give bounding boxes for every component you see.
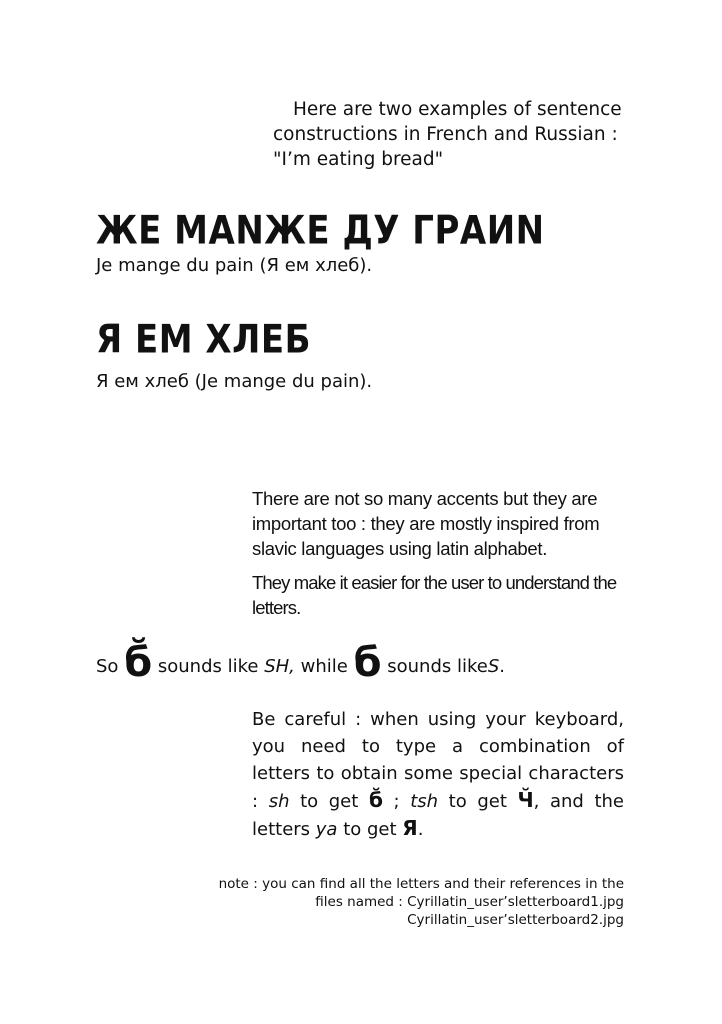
while-word: while	[300, 656, 348, 677]
s-sound-label: S	[487, 656, 500, 677]
sounds-like-text-2: sounds like	[387, 656, 488, 677]
letters-paragraph: They make it easier for the user to understand the letters.	[252, 572, 617, 618]
keyboard-note-semicolon: ;	[393, 791, 400, 812]
keyboard-note-text-3: to get	[448, 791, 507, 812]
tsh-combination: tsh	[410, 791, 439, 812]
ya-special-glyph: Я	[402, 816, 418, 840]
sound-explanation	[96, 640, 505, 686]
keyboard-note-text-5: to get	[343, 819, 397, 840]
french-example-display: ЖЕ МАNЖЕ ДУ ГРАИN	[96, 208, 545, 254]
footnote-line-1: note : you can find all the letters and their references in the	[218, 876, 624, 892]
intro-line-2: constructions in French and Russian :	[273, 124, 618, 145]
keyboard-note-text-1: Be careful : when using your keyboard, you need to type a combination of letters to obtain some special characters :	[252, 709, 624, 812]
intro-paragraph	[273, 97, 625, 172]
sounds-like-text-1: sounds like	[157, 656, 259, 677]
footnote	[164, 875, 624, 929]
intro-line-1: Here are two examples of sentence	[293, 99, 622, 120]
keyboard-note-text-2: to get	[300, 791, 359, 812]
sh-sound-label: SH,	[264, 656, 295, 677]
ya-combination: ya	[315, 819, 338, 840]
intro-line-3: "I’m eating bread"	[273, 149, 444, 170]
keyboard-note-text-4: , and the letters	[252, 791, 624, 840]
sh-special-glyph: б̆	[368, 788, 383, 812]
so-word: So	[96, 656, 119, 677]
sh-glyph: б̆	[124, 640, 153, 686]
french-example-caption: Je mange du pain (Я ем хлеб).	[96, 255, 373, 276]
sound-end-period: .	[499, 656, 505, 677]
footnote-line-2: files named : Cyrillatin_user’sletterboard1.jpg	[315, 894, 624, 910]
russian-example-caption: Я ем хлеб (Je mange du pain).	[96, 371, 373, 392]
s-glyph: б	[353, 640, 382, 686]
keyboard-note-paragraph	[252, 706, 624, 843]
keyboard-note-end: .	[417, 819, 424, 840]
tsh-special-glyph: Ч̆	[517, 788, 534, 812]
footnote-line-3: Cyrillatin_user’sletterboard2.jpg	[407, 912, 624, 928]
sh-combination: sh	[268, 791, 290, 812]
russian-example-display: Я ЕМ ХЛЕБ	[96, 317, 312, 363]
accents-paragraph: There are not so many accents but they are important too : they are mostly inspired from slavic languages using latin alphabet.	[252, 488, 600, 559]
